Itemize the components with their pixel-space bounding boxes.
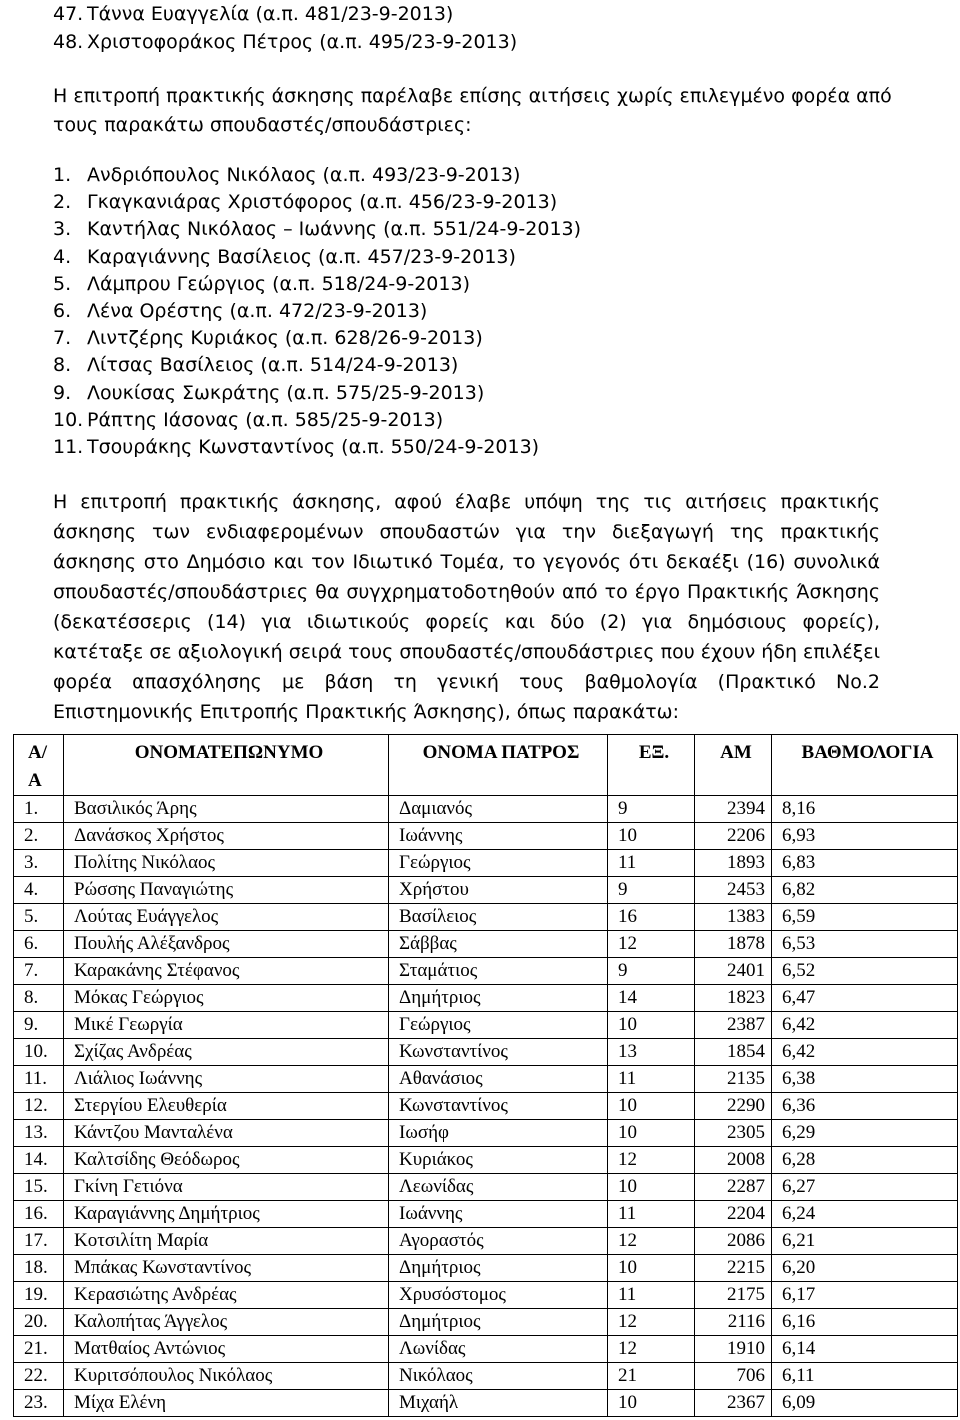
cell-father-name: Ιωάννης xyxy=(389,823,608,850)
cell-father-name: Αγοραστός xyxy=(389,1228,608,1255)
cell-father-name: Ιωάννης xyxy=(389,1201,608,1228)
cell-name: Γκίνη Γετιόνα xyxy=(64,1174,389,1201)
cell-aa: 8. xyxy=(14,985,64,1012)
cell-aa: 22. xyxy=(14,1363,64,1390)
cell-aa: 21. xyxy=(14,1336,64,1363)
table-row xyxy=(14,1282,958,1309)
table-row xyxy=(14,1255,958,1282)
header-aa: Α/ Α xyxy=(14,735,64,796)
cell-am: 1854 xyxy=(695,1039,772,1066)
header-semester: ΕΞ. xyxy=(608,735,695,796)
cell-father-name: Σταμάτιος xyxy=(389,958,608,985)
cell-aa: 6. xyxy=(14,931,64,958)
cell-am: 2175 xyxy=(695,1282,772,1309)
cell-father-name: Δημήτριος xyxy=(389,1309,608,1336)
cell-grade: 6,42 xyxy=(772,1012,958,1039)
list-item xyxy=(53,271,933,298)
cell-name: Μίχα Ελένη xyxy=(64,1390,389,1417)
cell-grade: 8,16 xyxy=(772,796,958,823)
cell-name: Μπάκας Κωνσταντίνος xyxy=(64,1255,389,1282)
ranking-table xyxy=(13,734,958,1417)
cell-am: 2305 xyxy=(695,1120,772,1147)
cell-name: Ρώσσης Παναγιώτης xyxy=(64,877,389,904)
table-row xyxy=(14,1390,958,1417)
cell-semester: 13 xyxy=(608,1039,695,1066)
cell-name: Κάντζου Μανταλένα xyxy=(64,1120,389,1147)
cell-am: 2215 xyxy=(695,1255,772,1282)
continued-student-list xyxy=(53,1,933,56)
table-row xyxy=(14,1363,958,1390)
list-item xyxy=(53,434,933,461)
cell-name: Καλοπήτας Άγγελος xyxy=(64,1309,389,1336)
cell-grade: 6,83 xyxy=(772,850,958,877)
cell-semester: 10 xyxy=(608,1255,695,1282)
list-item xyxy=(53,298,933,325)
cell-am: 1910 xyxy=(695,1336,772,1363)
cell-father-name: Δημήτριος xyxy=(389,985,608,1012)
cell-aa: 11. xyxy=(14,1066,64,1093)
cell-semester: 14 xyxy=(608,985,695,1012)
cell-name: Καρακάνης Στέφανος xyxy=(64,958,389,985)
cell-aa: 23. xyxy=(14,1390,64,1417)
cell-aa: 12. xyxy=(14,1093,64,1120)
cell-father-name: Ιωσήφ xyxy=(389,1120,608,1147)
cell-name: Μικέ Γεωργία xyxy=(64,1012,389,1039)
cell-semester: 10 xyxy=(608,1174,695,1201)
cell-aa: 16. xyxy=(14,1201,64,1228)
cell-am: 2453 xyxy=(695,877,772,904)
cell-aa: 19. xyxy=(14,1282,64,1309)
cell-am: 2394 xyxy=(695,796,772,823)
header-am: ΑΜ xyxy=(695,735,772,796)
list-item-text: Λουκίσας Σωκράτης (α.π. 575/25-9-2013) xyxy=(87,381,485,404)
cell-name: Λούτας Ευάγγελος xyxy=(64,904,389,931)
cell-name: Λιάλιος Ιωάννης xyxy=(64,1066,389,1093)
cell-grade: 6,42 xyxy=(772,1039,958,1066)
cell-grade: 6,82 xyxy=(772,877,958,904)
cell-semester: 12 xyxy=(608,931,695,958)
cell-aa: 18. xyxy=(14,1255,64,1282)
cell-am: 2086 xyxy=(695,1228,772,1255)
header-name: ΟΝΟΜΑΤΕΠΩΝΥΜΟ xyxy=(64,735,389,796)
cell-aa: 17. xyxy=(14,1228,64,1255)
list-item xyxy=(53,216,933,243)
cell-grade: 6,11 xyxy=(772,1363,958,1390)
cell-am: 2116 xyxy=(695,1309,772,1336)
cell-grade: 6,27 xyxy=(772,1174,958,1201)
cell-semester: 10 xyxy=(608,1390,695,1417)
cell-grade: 6,09 xyxy=(772,1390,958,1417)
cell-name: Ματθαίος Αντώνιος xyxy=(64,1336,389,1363)
header-grade: ΒΑΘΜΟΛΟΓΙΑ xyxy=(772,735,958,796)
list-item-text: Λάμπρου Γεώργιος (α.π. 518/24-9-2013) xyxy=(87,272,470,295)
cell-aa: 9. xyxy=(14,1012,64,1039)
cell-grade: 6,47 xyxy=(772,985,958,1012)
cell-father-name: Λεωνίδας xyxy=(389,1174,608,1201)
cell-father-name: Χρυσόστομος xyxy=(389,1282,608,1309)
list-item-text: Καντήλας Νικόλαος – Ιωάννης (α.π. 551/24-9-2013) xyxy=(87,218,582,241)
cell-am: 2135 xyxy=(695,1066,772,1093)
table-row xyxy=(14,1039,958,1066)
cell-am: 2401 xyxy=(695,958,772,985)
list-item-number: 2. xyxy=(53,191,72,214)
cell-am: 1823 xyxy=(695,985,772,1012)
table-row xyxy=(14,796,958,823)
cell-am: 2367 xyxy=(695,1390,772,1417)
no-choice-student-list xyxy=(53,162,933,461)
cell-father-name: Δαμιανός xyxy=(389,796,608,823)
table-row xyxy=(14,1201,958,1228)
list-item xyxy=(53,162,933,189)
cell-father-name: Γεώργιος xyxy=(389,1012,608,1039)
cell-grade: 6,36 xyxy=(772,1093,958,1120)
cell-semester: 12 xyxy=(608,1336,695,1363)
cell-name: Δανάσκος Χρήστος xyxy=(64,823,389,850)
list-item-number: 9. xyxy=(53,381,72,404)
cell-grade: 6,17 xyxy=(772,1282,958,1309)
table-row xyxy=(14,1093,958,1120)
cell-aa: 5. xyxy=(14,904,64,931)
list-item xyxy=(53,1,933,29)
table-row xyxy=(14,877,958,904)
cell-name: Καλτσίδης Θεόδωρος xyxy=(64,1147,389,1174)
cell-semester: 10 xyxy=(608,1093,695,1120)
cell-aa: 7. xyxy=(14,958,64,985)
list-item xyxy=(53,29,933,57)
cell-semester: 21 xyxy=(608,1363,695,1390)
cell-grade: 6,24 xyxy=(772,1201,958,1228)
cell-aa: 13. xyxy=(14,1120,64,1147)
list-item-number: 11. xyxy=(53,435,84,458)
cell-grade: 6,53 xyxy=(772,931,958,958)
cell-name: Κοτσιλίτη Μαρία xyxy=(64,1228,389,1255)
list-item-text: Ανδριόπουλος Νικόλαος (α.π. 493/23-9-2013) xyxy=(87,164,521,186)
cell-semester: 11 xyxy=(608,1066,695,1093)
cell-am: 1893 xyxy=(695,850,772,877)
header-father-name: ΟΝΟΜΑ ΠΑΤΡΟΣ xyxy=(389,735,608,796)
cell-am: 2206 xyxy=(695,823,772,850)
list-item-text: Τάννα Ευαγγελία (α.π. 481/23-9-2013) xyxy=(87,3,454,25)
cell-grade: 6,21 xyxy=(772,1228,958,1255)
cell-aa: 20. xyxy=(14,1309,64,1336)
cell-father-name: Κυριάκος xyxy=(389,1147,608,1174)
cell-aa: 14. xyxy=(14,1147,64,1174)
cell-grade: 6,16 xyxy=(772,1309,958,1336)
list-item-number: 6. xyxy=(53,299,72,322)
table-row xyxy=(14,904,958,931)
cell-grade: 6,38 xyxy=(772,1066,958,1093)
cell-am: 1383 xyxy=(695,904,772,931)
cell-name: Κερασιώτης Ανδρέας xyxy=(64,1282,389,1309)
list-item-text: Λιντζέρης Κυριάκος (α.π. 628/26-9-2013) xyxy=(87,327,483,350)
intro-paragraph: Η επιτροπή πρακτικής άσκησης παρέλαβε επίσης αιτήσεις χωρίς επιλεγμένο φορέα από τους παρακάτω σπουδαστές/σπουδάστριες: xyxy=(53,85,892,136)
table-row xyxy=(14,1336,958,1363)
cell-semester: 10 xyxy=(608,1120,695,1147)
table-row xyxy=(14,958,958,985)
cell-grade: 6,28 xyxy=(772,1147,958,1174)
cell-aa: 10. xyxy=(14,1039,64,1066)
cell-grade: 6,20 xyxy=(772,1255,958,1282)
cell-aa: 3. xyxy=(14,850,64,877)
cell-grade: 6,52 xyxy=(772,958,958,985)
cell-semester: 11 xyxy=(608,1201,695,1228)
list-item-text: Ράπτης Ιάσονας (α.π. 585/25-9-2013) xyxy=(87,408,444,431)
list-item xyxy=(53,244,933,271)
cell-semester: 12 xyxy=(608,1228,695,1255)
cell-name: Πολίτης Νικόλαος xyxy=(64,850,389,877)
cell-father-name: Κωνσταντίνος xyxy=(389,1039,608,1066)
cell-father-name: Μιχαήλ xyxy=(389,1390,608,1417)
cell-aa: 15. xyxy=(14,1174,64,1201)
cell-name: Βασιλικός Άρης xyxy=(64,796,389,823)
cell-name: Πουλής Αλέξανδρος xyxy=(64,931,389,958)
list-item-text: Λένα Ορέστης (α.π. 472/23-9-2013) xyxy=(87,299,428,322)
cell-am: 2204 xyxy=(695,1201,772,1228)
cell-semester: 9 xyxy=(608,796,695,823)
list-item-number: 10. xyxy=(53,408,84,431)
cell-father-name: Γεώργιος xyxy=(389,850,608,877)
list-item xyxy=(53,325,933,352)
cell-semester: 16 xyxy=(608,904,695,931)
cell-semester: 11 xyxy=(608,1282,695,1309)
list-item-number: 4. xyxy=(53,245,72,268)
cell-aa: 4. xyxy=(14,877,64,904)
table-header-row xyxy=(14,735,958,796)
table-row xyxy=(14,1147,958,1174)
cell-father-name: Βασίλειος xyxy=(389,904,608,931)
cell-father-name: Αθανάσιος xyxy=(389,1066,608,1093)
cell-name: Μόκας Γεώργιος xyxy=(64,985,389,1012)
cell-grade: 6,14 xyxy=(772,1336,958,1363)
cell-am: 2290 xyxy=(695,1093,772,1120)
table-row xyxy=(14,985,958,1012)
list-item-number: 8. xyxy=(53,354,72,377)
cell-father-name: Σάββας xyxy=(389,931,608,958)
list-item-number: 5. xyxy=(53,272,72,295)
list-item-number: 3. xyxy=(53,218,72,241)
cell-semester: 10 xyxy=(608,823,695,850)
cell-name: Σχίζας Ανδρέας xyxy=(64,1039,389,1066)
table-row xyxy=(14,823,958,850)
cell-semester: 12 xyxy=(608,1147,695,1174)
table-row xyxy=(14,931,958,958)
cell-father-name: Χρήστου xyxy=(389,877,608,904)
list-item-text: Λίτσας Βασίλειος (α.π. 514/24-9-2013) xyxy=(87,354,459,377)
cell-semester: 10 xyxy=(608,1012,695,1039)
table-row xyxy=(14,1066,958,1093)
table-row xyxy=(14,1174,958,1201)
list-item-number: 48. xyxy=(53,30,84,53)
cell-aa: 1. xyxy=(14,796,64,823)
list-item-number: 1. xyxy=(53,164,72,186)
list-item-text: Καραγιάννης Βασίλειος (α.π. 457/23-9-2013) xyxy=(87,245,516,268)
cell-grade: 6,29 xyxy=(772,1120,958,1147)
cell-am: 2008 xyxy=(695,1147,772,1174)
cell-grade: 6,93 xyxy=(772,823,958,850)
cell-semester: 9 xyxy=(608,958,695,985)
cell-am: 2287 xyxy=(695,1174,772,1201)
cell-am: 1878 xyxy=(695,931,772,958)
table-row xyxy=(14,1309,958,1336)
cell-father-name: Νικόλαος xyxy=(389,1363,608,1390)
cell-semester: 12 xyxy=(608,1309,695,1336)
list-item-number: 47. xyxy=(53,3,84,25)
cell-name: Καραγιάννης Δημήτριος xyxy=(64,1201,389,1228)
cell-am: 2387 xyxy=(695,1012,772,1039)
list-item-text: Τσουράκης Κωνσταντίνος (α.π. 550/24-9-2013) xyxy=(87,435,540,458)
list-item-text: Χριστοφοράκος Πέτρος (α.π. 495/23-9-2013) xyxy=(87,30,518,53)
cell-am: 706 xyxy=(695,1363,772,1390)
cell-semester: 11 xyxy=(608,850,695,877)
cell-father-name: Κωνσταντίνος xyxy=(389,1093,608,1120)
cell-semester: 9 xyxy=(608,877,695,904)
cell-grade: 6,59 xyxy=(772,904,958,931)
list-item-number: 7. xyxy=(53,327,72,350)
table-row xyxy=(14,1012,958,1039)
list-item xyxy=(53,189,933,216)
list-item xyxy=(53,380,933,407)
cell-name: Κυριτσόπουλος Νικόλαος xyxy=(64,1363,389,1390)
ranking-paragraph: Η επιτροπή πρακτικής άσκησης, αφού έλαβε υπόψη της τις αιτήσεις πρακτικής άσκησης των ενδιαφερομένων σπουδαστών για την διεξαγωγή της πρακτικής άσκησης στο Δημόσιο και τον Ιδιωτικό Τομέα, το γεγονός ότι δεκαέξι (16) συνολικά σπουδαστές/σπουδάστριες θα συγχρηματοδοτηθούν από το έργο Πρακτικής Άσκησης (δεκατέσσερις (14) για ιδιωτικούς φορείς και δύο (2) για δημόσιους φορείς), κατέταξε σε αξιολογική σειρά τους σπουδαστές/σπουδάστριες που έχουν ήδη επιλέξει φορέα απασχόλησης με βάση τη γενική τους βαθμολογία (Πρακτικό Νο.2 Επιστημονικής Επιτροπής Πρακτικής Άσκησης), όπως παρακάτω: xyxy=(53,491,880,723)
table-row xyxy=(14,850,958,877)
cell-name: Στεργίου Ελευθερία xyxy=(64,1093,389,1120)
list-item xyxy=(53,407,933,434)
table-row xyxy=(14,1228,958,1255)
cell-father-name: Δημήτριος xyxy=(389,1255,608,1282)
list-item-text: Γκαγκανιάρας Χριστόφορος (α.π. 456/23-9-2013) xyxy=(87,191,558,214)
list-item xyxy=(53,352,933,379)
cell-aa: 2. xyxy=(14,823,64,850)
table-row xyxy=(14,1120,958,1147)
cell-father-name: Λωνίδας xyxy=(389,1336,608,1363)
